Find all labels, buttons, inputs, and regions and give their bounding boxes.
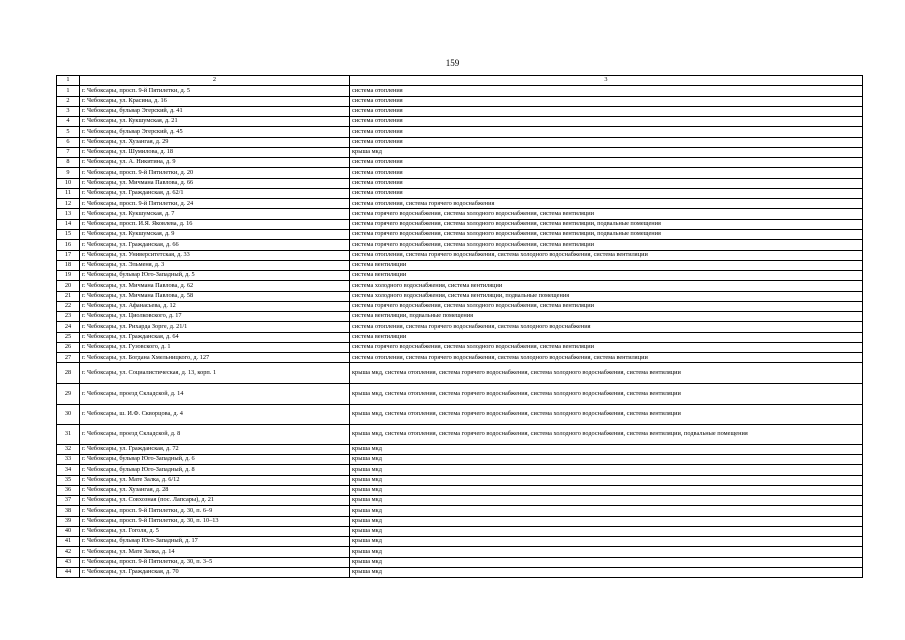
row-address: г. Чебоксары, ул. Богдана Хмельницкого, д. 127 xyxy=(80,353,350,363)
table-row xyxy=(57,425,863,445)
row-works: крыша мкд xyxy=(350,454,863,464)
table-row xyxy=(57,312,863,322)
row-number: 8 xyxy=(57,158,80,168)
row-number: 28 xyxy=(57,363,80,384)
row-address: г. Чебоксары, просп. 9-й Пятилетки, д. 30, п. 6–9 xyxy=(80,506,350,516)
table-row xyxy=(57,475,863,485)
row-works: система горячего водоснабжения, система холодного водоснабжения, система вентиляции xyxy=(350,301,863,311)
row-works: система отопления xyxy=(350,168,863,178)
table-row xyxy=(57,485,863,495)
row-number: 30 xyxy=(57,404,80,425)
row-address: г. Чебоксары, ул. А. Никитина, д. 9 xyxy=(80,158,350,168)
row-works: система отопления, система горячего водоснабжения, система холодного водоснабжения xyxy=(350,322,863,332)
table-row xyxy=(57,506,863,516)
row-address: г. Чебоксары, просп. 9-й Пятилетки, д. 20 xyxy=(80,168,350,178)
table-row xyxy=(57,229,863,239)
row-works: система отопления xyxy=(350,158,863,168)
header-col-number: 1 xyxy=(57,76,80,86)
table-row xyxy=(57,342,863,352)
table-row xyxy=(57,384,863,405)
row-number: 40 xyxy=(57,526,80,536)
row-address: г. Чебоксары, ул. Гражданская, д. 64 xyxy=(80,332,350,342)
row-number: 12 xyxy=(57,199,80,209)
row-address: г. Чебоксары, ул. Мичмана Павлова, д. 62 xyxy=(80,281,350,291)
table-row xyxy=(57,547,863,557)
row-works: система холодного водоснабжения, система вентиляции xyxy=(350,281,863,291)
row-address: г. Чебоксары, ул. Гражданская, д. 62/1 xyxy=(80,188,350,198)
row-address: г. Чебоксары, ул. Кукшумская, д. 9 xyxy=(80,229,350,239)
row-works: система горячего водоснабжения, система холодного водоснабжения, система вентиляции xyxy=(350,209,863,219)
row-address: г. Чебоксары, ул. Гражданская, д. 72 xyxy=(80,444,350,454)
row-number: 15 xyxy=(57,229,80,239)
row-number: 20 xyxy=(57,281,80,291)
row-address: г. Чебоксары, ул. Совхозная (пос. Лапсары), д. 21 xyxy=(80,496,350,506)
page-number: 159 xyxy=(445,58,460,68)
row-number: 22 xyxy=(57,301,80,311)
row-address: г. Чебоксары, ул. Циолковского, д. 17 xyxy=(80,312,350,322)
table-row xyxy=(57,137,863,147)
row-works: крыша мкд xyxy=(350,444,863,454)
row-works: крыша мкд, система отопления, система горячего водоснабжения, система холодного водоснабжения, система вентиляции xyxy=(350,384,863,405)
table-row xyxy=(57,240,863,250)
table-row xyxy=(57,444,863,454)
row-address: г. Чебоксары, ул. Гоголя, д. 5 xyxy=(80,526,350,536)
row-number: 11 xyxy=(57,188,80,198)
table-body xyxy=(57,76,863,578)
row-works: система горячего водоснабжения, система холодного водоснабжения, система вентиляции, подвальные помещения xyxy=(350,229,863,239)
row-number: 27 xyxy=(57,353,80,363)
row-works: крыша мкд xyxy=(350,506,863,516)
row-number: 39 xyxy=(57,516,80,526)
row-number: 10 xyxy=(57,178,80,188)
row-works: система отопления xyxy=(350,127,863,137)
row-address: г. Чебоксары, проезд Складской, д. 14 xyxy=(80,384,350,405)
row-works: система отопления xyxy=(350,117,863,127)
row-works: крыша мкд, система отопления, система горячего водоснабжения, система холодного водоснабжения, система вентиляции, подвальные помещения xyxy=(350,425,863,445)
row-address: г. Чебоксары, ул. Кукшумская, д. 21 xyxy=(80,117,350,127)
row-address: г. Чебоксары, просп. 9-й Пятилетки, д. 24 xyxy=(80,199,350,209)
table-row xyxy=(57,404,863,425)
table-row xyxy=(57,363,863,384)
row-works: крыша мкд xyxy=(350,567,863,577)
row-works: крыша мкд, система отопления, система горячего водоснабжения, система холодного водоснабжения, система вентиляции xyxy=(350,363,863,384)
row-address: г. Чебоксары, ул. Гражданская, д. 66 xyxy=(80,240,350,250)
row-address: г. Чебоксары, просп. И.Я. Яковлева, д. 16 xyxy=(80,219,350,229)
row-number: 29 xyxy=(57,384,80,405)
table-row xyxy=(57,353,863,363)
table-row xyxy=(57,117,863,127)
row-address: г. Чебоксары, просп. 9-й Пятилетки, д. 5 xyxy=(80,86,350,96)
table-row xyxy=(57,291,863,301)
row-address: г. Чебоксары, ул. Афанасьева, д. 12 xyxy=(80,301,350,311)
works-table xyxy=(56,75,863,578)
table-row xyxy=(57,260,863,270)
row-number: 36 xyxy=(57,485,80,495)
row-works: система холодного водоснабжения, система вентиляции, подвальные помещения xyxy=(350,291,863,301)
row-address: г. Чебоксары, ш. И.Ф. Скворцова, д. 4 xyxy=(80,404,350,425)
row-number: 26 xyxy=(57,342,80,352)
row-works: система отопления, система горячего водоснабжения xyxy=(350,199,863,209)
table-row xyxy=(57,322,863,332)
row-works: крыша мкд xyxy=(350,537,863,547)
row-number: 1 xyxy=(57,86,80,96)
table-header-row xyxy=(57,76,863,86)
row-address: г. Чебоксары, бульвар Юго-Западный, д. 6 xyxy=(80,454,350,464)
row-address: г. Чебоксары, ул. Мичмана Павлова, д. 66 xyxy=(80,178,350,188)
header-col-address: 2 xyxy=(80,76,350,86)
table-row xyxy=(57,199,863,209)
row-number: 5 xyxy=(57,127,80,137)
row-address: г. Чебоксары, ул. Хузангая, д. 29 xyxy=(80,137,350,147)
row-address: г. Чебоксары, ул. Социалистическая, д. 13, корп. 1 xyxy=(80,363,350,384)
row-works: система отопления, система горячего водоснабжения, система холодного водоснабжения, система вентиляции xyxy=(350,250,863,260)
table-row xyxy=(57,454,863,464)
table-row xyxy=(57,567,863,577)
row-address: г. Чебоксары, бульвар Юго-Западный, д. 17 xyxy=(80,537,350,547)
table-row xyxy=(57,496,863,506)
row-address: г. Чебоксары, ул. Кукшумская, д. 7 xyxy=(80,209,350,219)
table-row xyxy=(57,250,863,260)
row-works: система отопления xyxy=(350,178,863,188)
row-number: 18 xyxy=(57,260,80,270)
table-row xyxy=(57,281,863,291)
table-row xyxy=(57,127,863,137)
table-row xyxy=(57,332,863,342)
row-number: 17 xyxy=(57,250,80,260)
row-number: 9 xyxy=(57,168,80,178)
row-number: 32 xyxy=(57,444,80,454)
row-number: 23 xyxy=(57,312,80,322)
table-row xyxy=(57,537,863,547)
row-number: 4 xyxy=(57,117,80,127)
table-row xyxy=(57,271,863,281)
row-address: г. Чебоксары, ул. Гузовского, д. 1 xyxy=(80,342,350,352)
table-row xyxy=(57,209,863,219)
row-number: 24 xyxy=(57,322,80,332)
row-address: г. Чебоксары, ул. Рихарда Зорге, д. 21/1 xyxy=(80,322,350,332)
row-works: система вентиляции xyxy=(350,271,863,281)
row-works: система отопления xyxy=(350,86,863,96)
row-works: система отопления xyxy=(350,106,863,116)
table-row xyxy=(57,158,863,168)
table-row xyxy=(57,516,863,526)
row-address: г. Чебоксары, бульвар Эгерский, д. 45 xyxy=(80,127,350,137)
row-works: система горячего водоснабжения, система холодного водоснабжения, система вентиляции, подвальные помещения xyxy=(350,219,863,229)
table-row xyxy=(57,219,863,229)
row-number: 41 xyxy=(57,537,80,547)
row-number: 37 xyxy=(57,496,80,506)
row-works: крыша мкд xyxy=(350,496,863,506)
row-number: 33 xyxy=(57,454,80,464)
row-number: 6 xyxy=(57,137,80,147)
row-works: система вентиляции xyxy=(350,260,863,270)
table-row xyxy=(57,168,863,178)
table-row xyxy=(57,178,863,188)
row-address: г. Чебоксары, просп. 9-й Пятилетки, д. 30, п. 3–5 xyxy=(80,557,350,567)
row-address: г. Чебоксары, проезд Складской, д. 8 xyxy=(80,425,350,445)
row-address: г. Чебоксары, бульвар Юго-Западный, д. 5 xyxy=(80,271,350,281)
row-works: крыша мкд, система отопления, система горячего водоснабжения, система холодного водоснабжения, система вентиляции xyxy=(350,404,863,425)
row-number: 13 xyxy=(57,209,80,219)
row-number: 31 xyxy=(57,425,80,445)
row-works: крыша мкд xyxy=(350,485,863,495)
row-number: 21 xyxy=(57,291,80,301)
row-number: 16 xyxy=(57,240,80,250)
table-row xyxy=(57,86,863,96)
row-number: 43 xyxy=(57,557,80,567)
row-number: 3 xyxy=(57,106,80,116)
table-row xyxy=(57,96,863,106)
row-works: система горячего водоснабжения, система холодного водоснабжения, система вентиляции xyxy=(350,240,863,250)
table-row xyxy=(57,188,863,198)
row-number: 25 xyxy=(57,332,80,342)
row-number: 38 xyxy=(57,506,80,516)
row-address: г. Чебоксары, ул. Мате Залка, д. 14 xyxy=(80,547,350,557)
row-number: 19 xyxy=(57,271,80,281)
table-row xyxy=(57,106,863,116)
row-works: крыша мкд xyxy=(350,475,863,485)
row-works: крыша мкд xyxy=(350,526,863,536)
row-address: г. Чебоксары, ул. Гражданская, д. 70 xyxy=(80,567,350,577)
table-row xyxy=(57,465,863,475)
row-address: г. Чебоксары, ул. Университетская, д. 33 xyxy=(80,250,350,260)
row-address: г. Чебоксары, ул. Хузангая, д. 28 xyxy=(80,485,350,495)
row-works: система вентиляции xyxy=(350,332,863,342)
row-works: крыша мкд xyxy=(350,147,863,157)
table-row xyxy=(57,526,863,536)
row-number: 14 xyxy=(57,219,80,229)
row-address: г. Чебоксары, просп. 9-й Пятилетки, д. 30, п. 10–13 xyxy=(80,516,350,526)
row-address: г. Чебоксары, бульвар Юго-Западный, д. 8 xyxy=(80,465,350,475)
row-works: система отопления xyxy=(350,137,863,147)
row-number: 7 xyxy=(57,147,80,157)
row-number: 42 xyxy=(57,547,80,557)
row-works: система горячего водоснабжения, система холодного водоснабжения, система вентиляции xyxy=(350,342,863,352)
row-address: г. Чебоксары, ул. Красина, д. 16 xyxy=(80,96,350,106)
row-address: г. Чебоксары, ул. Мичмана Павлова, д. 58 xyxy=(80,291,350,301)
header-col-works: 3 xyxy=(350,76,863,86)
row-works: крыша мкд xyxy=(350,465,863,475)
row-address: г. Чебоксары, ул. Шумилова, д. 18 xyxy=(80,147,350,157)
row-works: крыша мкд xyxy=(350,547,863,557)
row-number: 35 xyxy=(57,475,80,485)
row-address: г. Чебоксары, ул. Эльменя, д. 3 xyxy=(80,260,350,270)
row-address: г. Чебоксары, бульвар Эгерский, д. 41 xyxy=(80,106,350,116)
row-works: крыша мкд xyxy=(350,557,863,567)
row-works: система отопления xyxy=(350,96,863,106)
row-works: система вентиляции, подвальные помещения xyxy=(350,312,863,322)
row-works: крыша мкд xyxy=(350,516,863,526)
table-row xyxy=(57,147,863,157)
row-works: система отопления, система горячего водоснабжения, система холодного водоснабжения, система вентиляции xyxy=(350,353,863,363)
row-works: система отопления xyxy=(350,188,863,198)
row-address: г. Чебоксары, ул. Мате Залка, д. 6/12 xyxy=(80,475,350,485)
row-number: 44 xyxy=(57,567,80,577)
row-number: 34 xyxy=(57,465,80,475)
row-number: 2 xyxy=(57,96,80,106)
table-row xyxy=(57,301,863,311)
table-row xyxy=(57,557,863,567)
